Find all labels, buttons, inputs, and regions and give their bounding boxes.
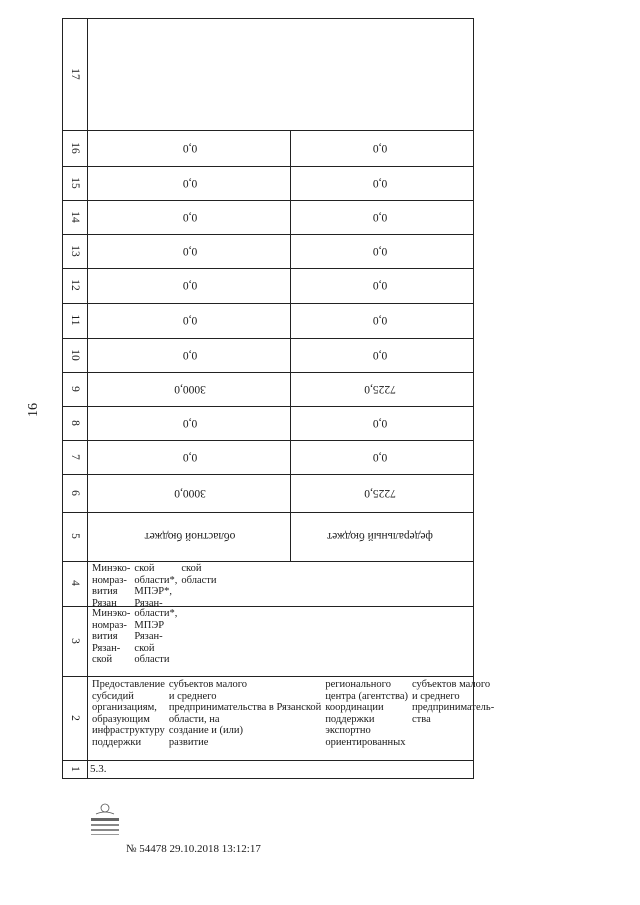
value-cell: 0,0 <box>182 451 198 463</box>
value-cell: 0,0 <box>182 142 198 154</box>
measure-line: ориентированных <box>325 736 406 748</box>
value-cell: 0,0 <box>182 177 198 189</box>
participant-line: ской <box>181 563 202 574</box>
col-header-2: 2 <box>69 715 81 721</box>
measure-line: центра (агентства) <box>325 690 409 702</box>
measure-line: Предоставление <box>92 679 165 690</box>
value-cell: 0,0 <box>182 417 198 429</box>
stamp-icon <box>88 800 122 840</box>
col-header-6: 6 <box>69 490 81 496</box>
measure-line: экспортно <box>325 725 371 736</box>
value-cell: 0,0 <box>372 177 388 189</box>
participant-line: Рязан <box>92 597 117 609</box>
measure-line: ства <box>412 713 431 725</box>
value-cell: 3000,0 <box>174 383 206 395</box>
executor-line: ской <box>92 654 113 665</box>
col-header-4: 4 <box>69 580 81 586</box>
row-number: 5.3. <box>90 763 107 775</box>
doc-number: № 54478 29.10.2018 13:12:17 <box>126 843 261 855</box>
participant-line: области*, <box>134 574 178 586</box>
col-header-1: 1 <box>69 766 81 772</box>
col-header-3: 3 <box>69 638 81 644</box>
value-cell: 7225,0 <box>364 487 396 499</box>
value-cell: 0,0 <box>372 417 388 429</box>
budget-oblast-label: областной бюджет <box>144 530 236 542</box>
col-header-16: 16 <box>69 142 81 154</box>
measure-line: поддержки <box>325 713 375 725</box>
value-cell: 0,0 <box>182 314 198 326</box>
value-cell: 0,0 <box>182 279 198 291</box>
measure-line: субсидий <box>92 690 134 702</box>
col-header-11: 11 <box>69 314 81 326</box>
executor-line: Рязан- <box>134 631 163 642</box>
participant-line: вития <box>92 586 118 597</box>
value-cell: 3000,0 <box>174 487 206 499</box>
value-cell: 0,0 <box>372 451 388 463</box>
executor-line: области*, <box>134 608 178 619</box>
measure-line: и среднего <box>168 690 217 702</box>
col-header-7: 7 <box>69 454 81 460</box>
col-header-15: 15 <box>69 177 81 189</box>
participant-line: ской <box>134 563 155 574</box>
col-header-12: 12 <box>69 279 81 291</box>
budget-federal-label: федеральный бюджет <box>327 530 433 542</box>
executor-line: вития <box>92 631 118 642</box>
executor-line: Рязан- <box>92 642 121 654</box>
executor-line: области <box>134 654 170 665</box>
col-header-17: 17 <box>69 68 81 80</box>
measure-line: субъектов малого <box>412 679 491 690</box>
value-cell: 7225,0 <box>364 383 396 395</box>
measure-line: организациям, <box>92 702 157 713</box>
measure-line: инфраструктуру <box>92 725 165 736</box>
page-number: 16 <box>26 403 41 417</box>
value-cell: 0,0 <box>372 314 388 326</box>
measure-line: развитие <box>168 736 209 748</box>
measure-line: области, на <box>168 713 220 725</box>
participant-line: Рязан- <box>134 597 163 609</box>
participant-line: области <box>181 574 217 586</box>
measure-line: регионального <box>325 679 391 690</box>
measure-line: координации <box>325 702 384 713</box>
measure-line: и среднего <box>412 690 460 702</box>
registration-stamp <box>88 800 122 840</box>
executor-line: ской <box>134 642 155 654</box>
executor-line: Минэко- <box>92 608 131 619</box>
measure-line: поддержки <box>92 736 142 748</box>
col-header-10: 10 <box>69 349 81 361</box>
value-cell: 0,0 <box>372 279 388 291</box>
value-cell: 0,0 <box>182 245 198 257</box>
col-header-5: 5 <box>69 533 81 539</box>
value-cell: 0,0 <box>372 211 388 223</box>
measure-lines <box>92 679 495 759</box>
executor-line: номраз- <box>92 619 127 631</box>
executor-lines <box>92 608 292 676</box>
value-cell: 0,0 <box>182 349 198 361</box>
participant-line: Минэко- <box>92 563 131 574</box>
participant-line: МПЭР*, <box>134 586 172 597</box>
executor-line: МПЭР <box>134 619 165 631</box>
measure-line: предприниматель- <box>412 702 495 713</box>
measure-line: субъектов малого <box>168 679 248 690</box>
col-header-9: 9 <box>69 386 81 392</box>
col-header-8: 8 <box>69 420 81 426</box>
col-header-14: 14 <box>69 211 81 223</box>
participant-lines <box>92 563 292 611</box>
measure-line: создание и (или) <box>168 725 243 736</box>
measure-line: предпринимательства в Рязанской <box>168 702 322 713</box>
value-cell: 0,0 <box>372 142 388 154</box>
value-cell: 0,0 <box>182 211 198 223</box>
value-cell: 0,0 <box>372 349 388 361</box>
participant-line: номраз- <box>92 574 127 586</box>
col-header-13: 13 <box>69 245 81 257</box>
measure-line: образующим <box>92 713 150 725</box>
value-cell: 0,0 <box>372 245 388 257</box>
